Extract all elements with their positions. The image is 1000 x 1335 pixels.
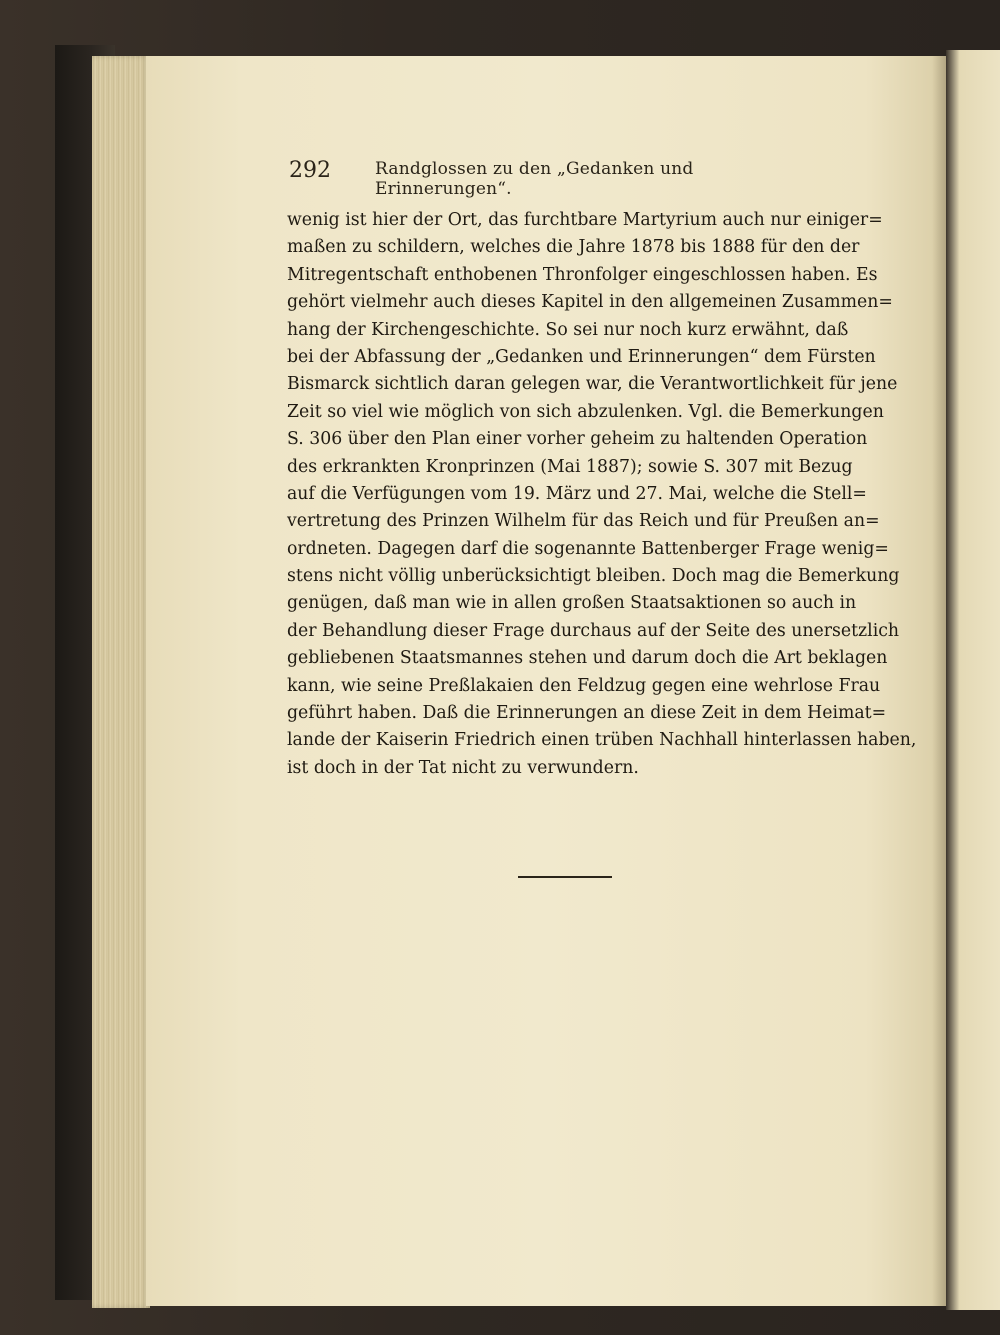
text-line: stens nicht völlig unberücksichtigt bleiben. Doch mag die Bemerkung [287, 566, 900, 587]
text-line: kann, wie seine Preßlakaien den Feldzug gegen eine wehrlose Frau [287, 675, 881, 696]
page-header [289, 158, 809, 199]
text-line: Bismarck sichtlich daran gelegen war, die Verantwortlichkeit für jene [287, 374, 898, 395]
text-line: ist doch in der Tat nicht zu verwundern. [287, 757, 639, 778]
text-line: S. 306 über den Plan einer vorher geheim zu haltenden Operation [287, 429, 868, 450]
text-line: auf die Verfügungen vom 19. März und 27. Mai, welche die Stell= [287, 483, 867, 504]
text-line: wenig ist hier der Ort, das furchtbare Martyrium auch nur einiger= [287, 210, 883, 230]
text-line: gebliebenen Staatsmannes stehen und darum doch die Art beklagen [287, 648, 888, 669]
text-line: bei der Abfassung der „Gedanken und Erinnerungen“ dem Fürsten [287, 346, 876, 367]
text-line: des erkrankten Kronprinzen (Mai 1887); sowie S. 307 mit Bezug [287, 456, 853, 477]
page-number: 292 [289, 158, 331, 183]
text-line: maßen zu schildern, welches die Jahre 1878 bis 1888 für den der [287, 237, 860, 258]
text-line: Mitregentschaft enthobenen Thronfolger eingeschlossen haben. Es [287, 264, 878, 285]
text-line: vertretung des Prinzen Wilhelm für das Reich und für Preußen an= [287, 511, 880, 532]
text-line: der Behandlung dieser Frage durchaus auf der Seite des unersetzlich [287, 620, 900, 641]
text-line: genügen, daß man wie in allen großen Staatsaktionen so auch in [287, 593, 857, 614]
section-end-rule [518, 876, 612, 878]
page-edges [92, 56, 150, 1308]
text-line: ordneten. Dagegen darf die sogenannte Battenberger Frage wenig= [287, 538, 889, 559]
text-line: lande der Kaiserin Friedrich einen trüben Nachhall hinterlassen haben, [287, 730, 917, 751]
body-text [287, 207, 917, 782]
running-head: Randglossen zu den „Gedanken und Erinnerungen“. [375, 159, 694, 199]
facing-page-edge [946, 50, 1000, 1310]
text-line: Zeit so viel wie möglich von sich abzulenken. Vgl. die Bemerkungen [287, 401, 884, 422]
text-line: hang der Kirchengeschichte. So sei nur noch kurz erwähnt, daß [287, 319, 849, 340]
text-line: gehört vielmehr auch dieses Kapitel in den allgemeinen Zusammen= [287, 292, 893, 313]
gutter-shadow [932, 56, 946, 1306]
text-line: geführt haben. Daß die Erinnerungen an diese Zeit in dem Heimat= [287, 703, 887, 724]
